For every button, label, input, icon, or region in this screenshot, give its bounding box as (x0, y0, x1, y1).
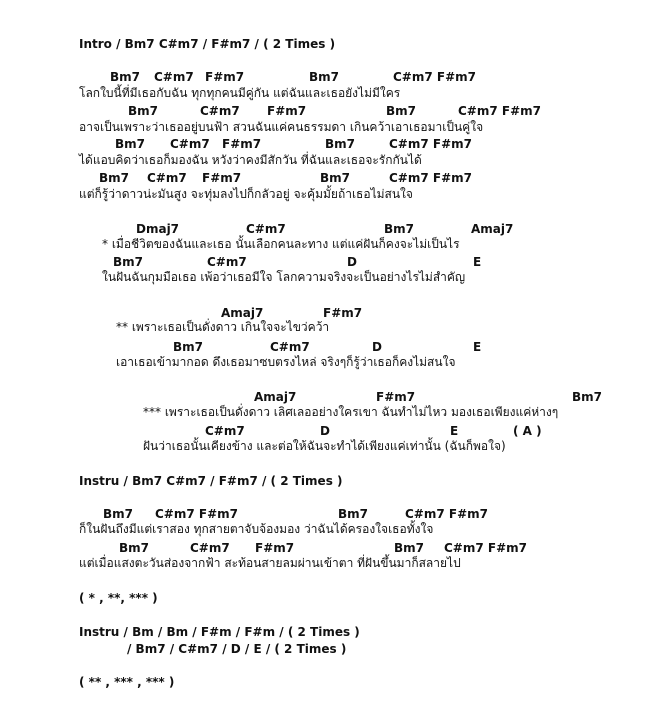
chord: Bm7 (119, 541, 149, 555)
chord: C#m7 F#m7 (444, 541, 527, 555)
lyric-line: เอาเธอเข้ามากอด ดึงเธอมาซบตรงไหล่ จริงๆก็รู้ว่าเธอก็คงไม่สนใจ (116, 355, 456, 369)
chord: C#m7 (207, 255, 247, 269)
lyric-line: ในฝันฉันกุมมือเธอ เพ้อว่าเธอมีใจ โลกความจริงจะเป็นอย่างไรไม่สำคัญ (102, 270, 466, 284)
lyric-line: *** เพราะเธอเป็นดั่งดาว เลิศเลออย่างใครเขา ฉันทำไม่ไหว มองเธอเพียงแค่ห่างๆ (143, 405, 559, 419)
lyric-line: แต่เมื่อแสงตะวันส่องจากฟ้า สะท้อนสายลมผ่านเข้าตา ที่ฝันขึ้นมาก็สลายไป (79, 556, 461, 570)
lyric-line: * เมื่อชีวิตของฉันและเธอ นั้นเลือกคนละทาง แต่แค่ฝันก็คงจะไม่เป็นไร (102, 237, 460, 251)
chord: Bm7 (115, 137, 145, 151)
chord: Bm7 (386, 104, 416, 118)
chord: F#m7 (202, 171, 242, 185)
instru-line: Instru / Bm7 C#m7 / F#m7 / ( 2 Times ) (79, 474, 343, 488)
chord: Bm7 (325, 137, 355, 151)
repeat-line: ( * , **, *** ) (79, 591, 158, 605)
chord: C#m7 F#m7 (393, 70, 476, 84)
chord: F#m7 (205, 70, 245, 84)
chord: C#m7 (190, 541, 230, 555)
chord: C#m7 F#m7 (155, 507, 238, 521)
intro-line: Intro / Bm7 C#m7 / F#m7 / ( 2 Times ) (79, 37, 336, 51)
chord: Bm7 (128, 104, 158, 118)
lyric-line: โลกใบนี้ที่มีเธอกับฉัน ทุกทุกคนมีคู่กัน แต่ฉันและเธอยังไม่มีใคร (79, 86, 401, 100)
chord: C#m7 (270, 340, 310, 354)
chord: E (450, 424, 459, 438)
chord: Amaj7 (471, 222, 514, 236)
chord: D (347, 255, 357, 269)
lyric-line: ก็ในฝันถึงมีแต่เราสอง ทุกสายตาจับจ้องมอง ว่าฉันได้ครองใจเธอทั้งใจ (79, 522, 434, 536)
chord: F#m7 (222, 137, 262, 151)
lyric-line: ฝันว่าเธอนั้นเคียงข้าง และต่อให้ฉันจะทำได้เพียงแค่เท่านั้น (ฉันก็พอใจ) (143, 439, 506, 453)
lyric-line: แต่ก็รู้ว่าดาวน่ะมันสูง จะทุ่มลงไปก็กลัวอยู่ จะคุ้มมั้ยถ้าเธอไม่สนใจ (79, 187, 413, 201)
instru-line: Instru / Bm / Bm / F#m / F#m / ( 2 Times ) (79, 625, 360, 639)
chord: C#m7 (246, 222, 286, 236)
chord: F#m7 (376, 390, 416, 404)
chord: Amaj7 (221, 306, 264, 320)
lyric-line: ได้แอบคิดว่าเธอก็มองฉัน หวังว่าคงมีสักวัน ที่ฉันและเธอจะรักกันได้ (79, 153, 422, 167)
lyric-line: อาจเป็นเพราะว่าเธออยู่บนฟ้า สวนฉันแค่คนธรรมดา เกินคว้าเอาเธอมาเป็นคู่ใจ (79, 120, 484, 134)
chord: Bm7 (338, 507, 368, 521)
chord: Bm7 (110, 70, 140, 84)
chord: C#m7 (200, 104, 240, 118)
lyric-line: ** เพราะเธอเป็นดั่งดาว เกินใจจะไขว่คว้า (116, 320, 330, 334)
chord: Bm7 (99, 171, 129, 185)
chord: D (320, 424, 330, 438)
chord: F#m7 (255, 541, 295, 555)
chord: Bm7 (103, 507, 133, 521)
chord: ( A ) (513, 424, 542, 438)
chord: Bm7 (113, 255, 143, 269)
chord: C#m7 (170, 137, 210, 151)
chord: E (473, 255, 482, 269)
repeat-line: ( ** , *** , *** ) (79, 675, 175, 689)
chord: C#m7 F#m7 (458, 104, 541, 118)
chord: C#m7 (147, 171, 187, 185)
chord: F#m7 (323, 306, 363, 320)
chord: C#m7 F#m7 (389, 171, 472, 185)
chord: C#m7 (154, 70, 194, 84)
chord: F#m7 (267, 104, 307, 118)
chord: Bm7 (572, 390, 602, 404)
chord: Bm7 (384, 222, 414, 236)
chord: Bm7 (309, 70, 339, 84)
chord: C#m7 (205, 424, 245, 438)
chord: Bm7 (394, 541, 424, 555)
chord: E (473, 340, 482, 354)
chord: D (372, 340, 382, 354)
chord: Bm7 (173, 340, 203, 354)
chord: Bm7 (320, 171, 350, 185)
chord: Amaj7 (254, 390, 297, 404)
chord: C#m7 F#m7 (405, 507, 488, 521)
instru-line: / Bm7 / C#m7 / D / E / ( 2 Times ) (127, 642, 347, 656)
chord: Dmaj7 (136, 222, 180, 236)
chord: C#m7 F#m7 (389, 137, 472, 151)
